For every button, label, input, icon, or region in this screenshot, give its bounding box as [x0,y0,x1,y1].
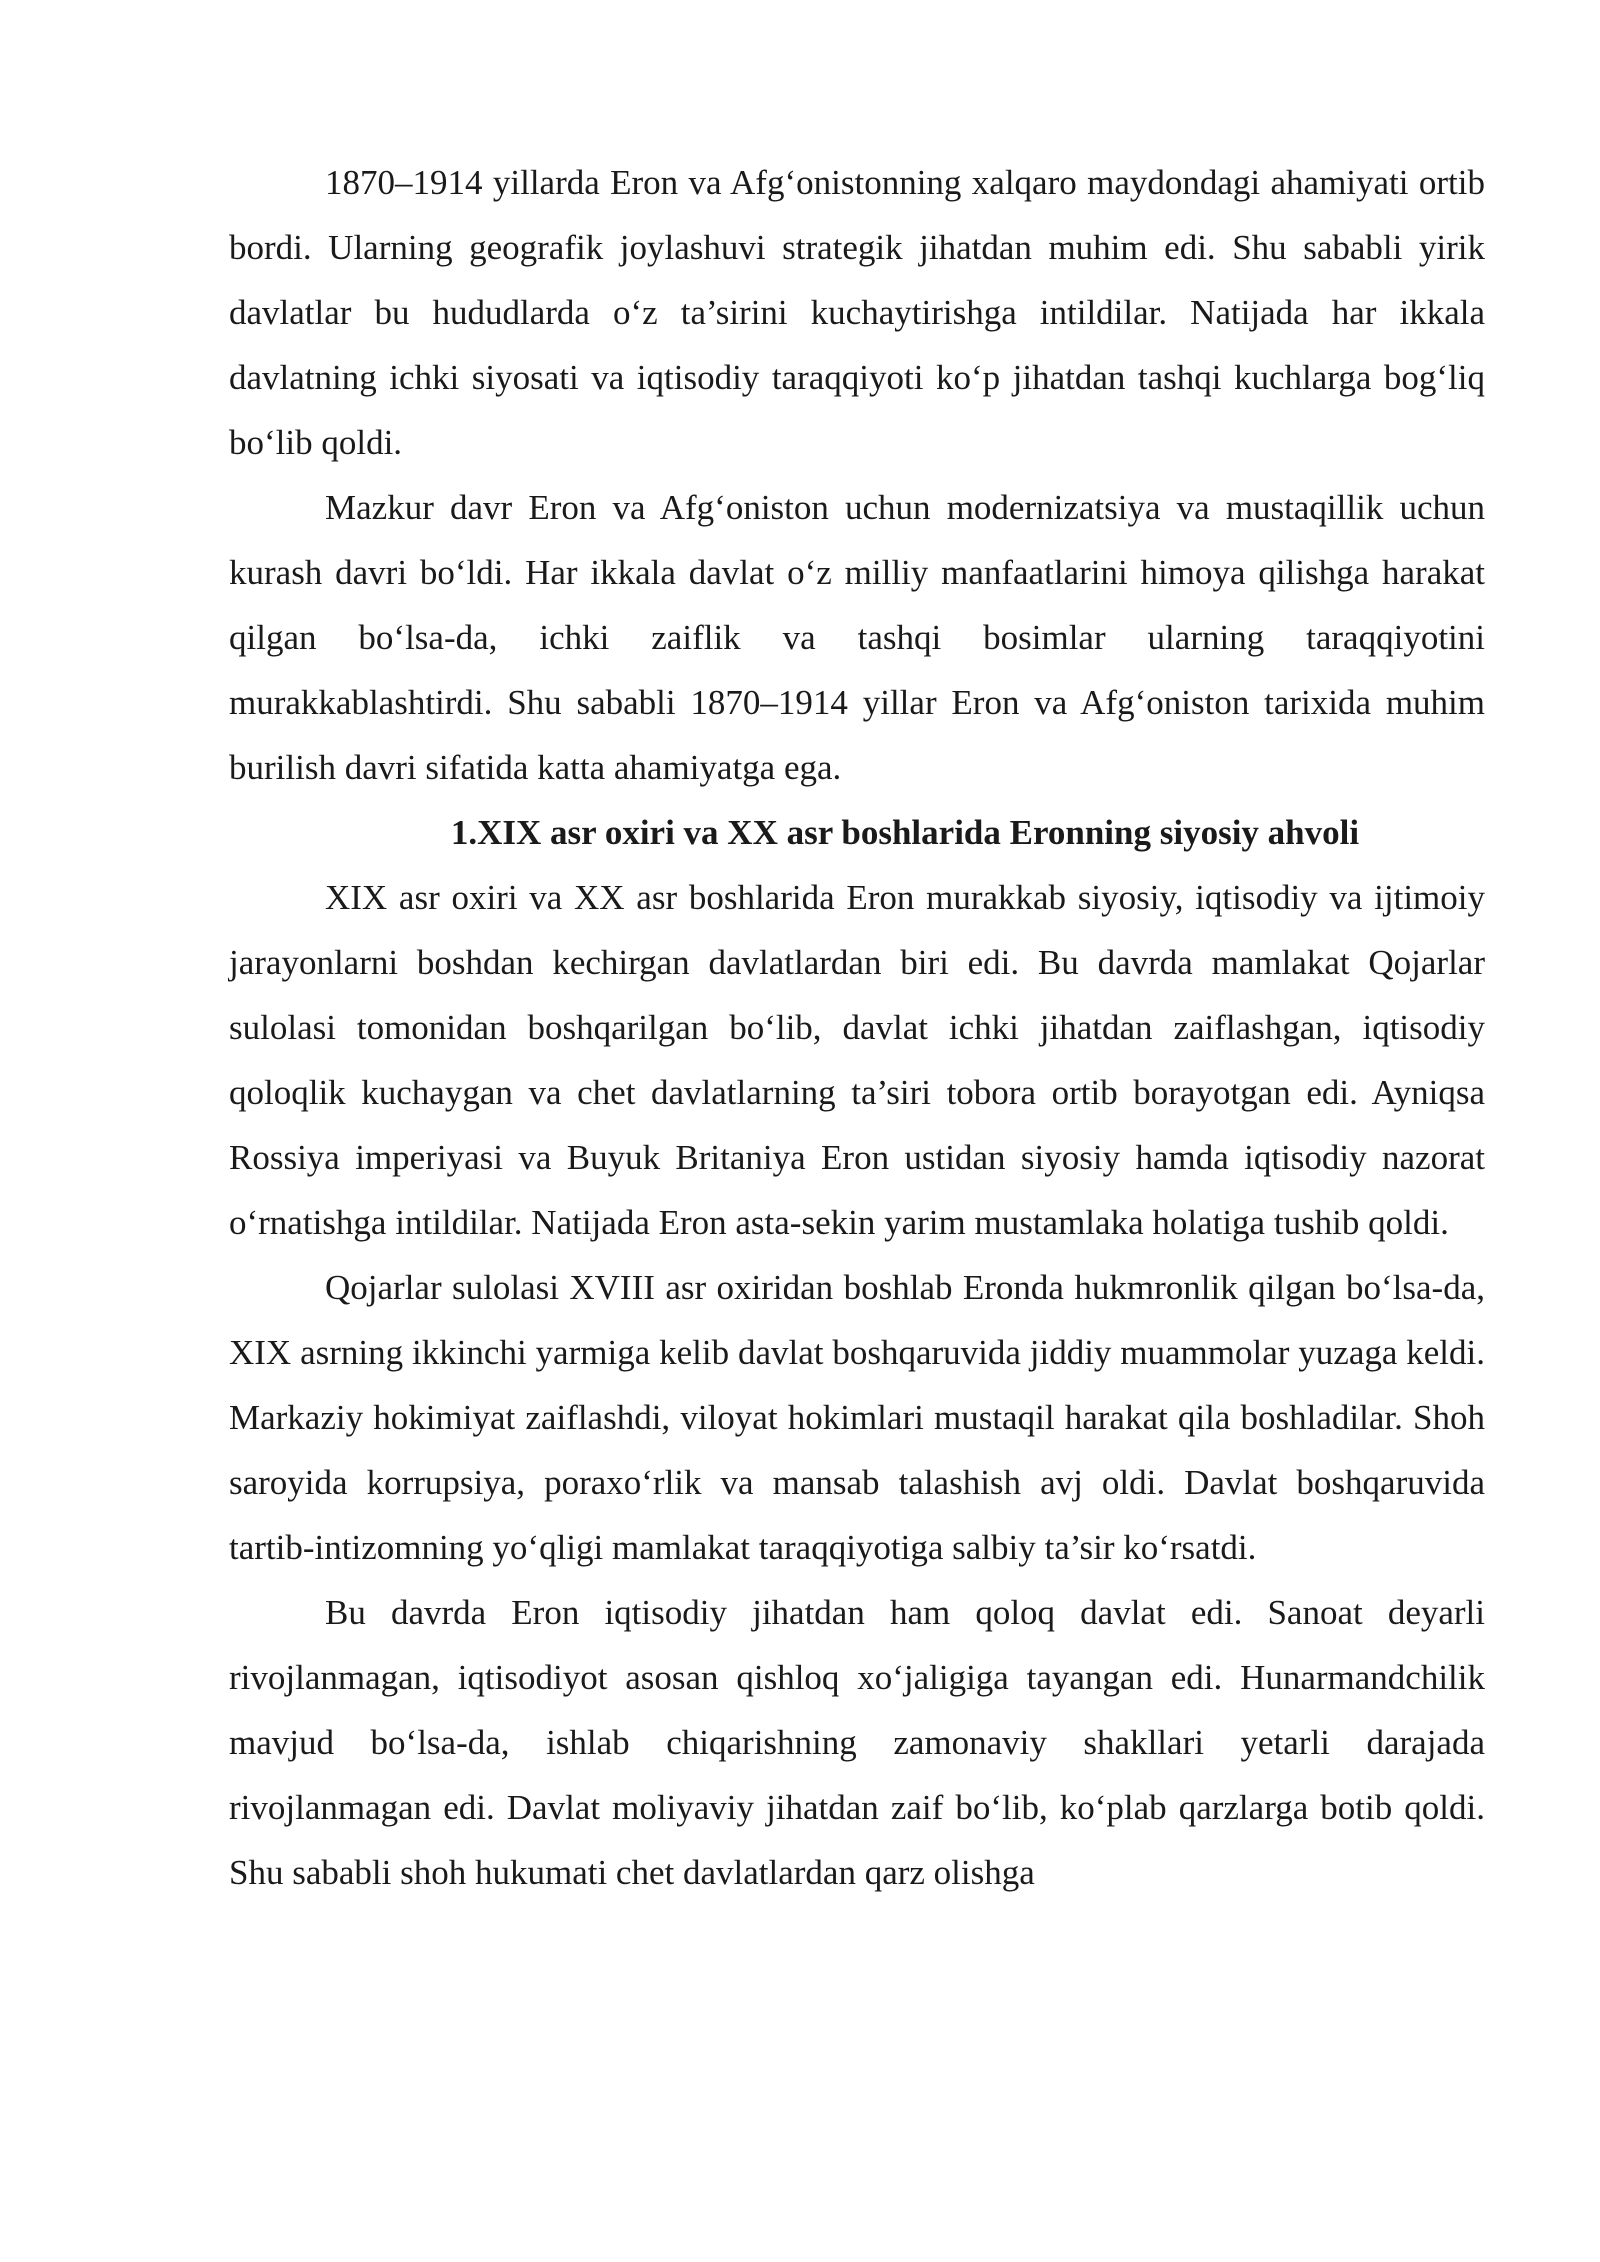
paragraph-economy: Bu davrda Eron iqtisodiy jihatdan ham qoloq davlat edi. Sanoat deyarli rivojlanmagan, iqtisodiyot asosan qishloq xo‘jaligiga tayangan edi. Hunarmandchilik mavjud bo‘lsa-da, ishlab chiqarishning zamonaviy shakllari yetarli darajada rivojlanmagan edi. Davlat moliyaviy jihatdan zaif bo‘lib, ko‘plab qarzlarga botib qoldi. Shu sababli shoh hukumati chet davlatlardan qarz olishga [229,1593,1485,1892]
section-heading: 1.XIX asr oxiri va XX asr boshlarida Eronning siyosiy ahvoli [450,813,1360,852]
paragraph-political-state: XIX asr oxiri va XX asr boshlarida Eron murakkab siyosiy, iqtisodiy va ijtimoiy jarayonlarni boshdan kechirgan davlatlardan biri edi. Bu davrda mamlakat Qojarlar sulolasi tomonidan boshqarilgan bo‘lib, davlat ichki jihatdan zaiflashgan, iqtisodiy qoloqlik kuchaygan va chet davlatlarning ta’siri tobora ortib borayotgan edi. Ayniqsa Rossiya imperiyasi va Buyuk Britaniya Eron ustidan siyosiy hamda iqtisodiy nazorat o‘rnatishga intildilar. Natijada Eron asta-sekin yarim mustamlaka holatiga tushib qoldi. [229,878,1485,1242]
paragraph-intro: 1870–1914 yillarda Eron va Afg‘onistonning xalqaro maydondagi ahamiyati ortib bordi. Ularning geografik joylashuvi strategik jihatdan muhim edi. Shu sababli yirik davlatlar bu hududlarda o‘z ta’sirini kuchaytirishga intildilar. Natijada har ikkala davlatning ichki siyosati va iqtisodiy taraqqiyoti ko‘p jihatdan tashqi kuchlarga bog‘liq bo‘lib qoldi. [229,163,1485,462]
document-page [229,150,1485,1905]
paragraph-modernization: Mazkur davr Eron va Afg‘oniston uchun modernizatsiya va mustaqillik uchun kurash davri bo‘ldi. Har ikkala davlat o‘z milliy manfaatlarini himoya qilishga harakat qilgan bo‘lsa-da, ichki zaiflik va tashqi bosimlar ularning taraqqiyotini murakkablashtirdi. Shu sababli 1870–1914 yillar Eron va Afg‘oniston tarixida muhim burilish davri sifatida katta ahamiyatga ega. [229,488,1485,787]
paragraph-qajar-dynasty: Qojarlar sulolasi XVIII asr oxiridan boshlab Eronda hukmronlik qilgan bo‘lsa-da, XIX asrning ikkinchi yarmiga kelib davlat boshqaruvida jiddiy muammolar yuzaga keldi. Markaziy hokimiyat zaiflashdi, viloyat hokimlari mustaqil harakat qila boshladilar. Shoh saroyida korrupsiya, poraxo‘rlik va mansab talashish avj oldi. Davlat boshqaruvida tartib-intizomning yo‘qligi mamlakat taraqqiyotiga salbiy ta’sir ko‘rsatdi. [229,1268,1485,1567]
